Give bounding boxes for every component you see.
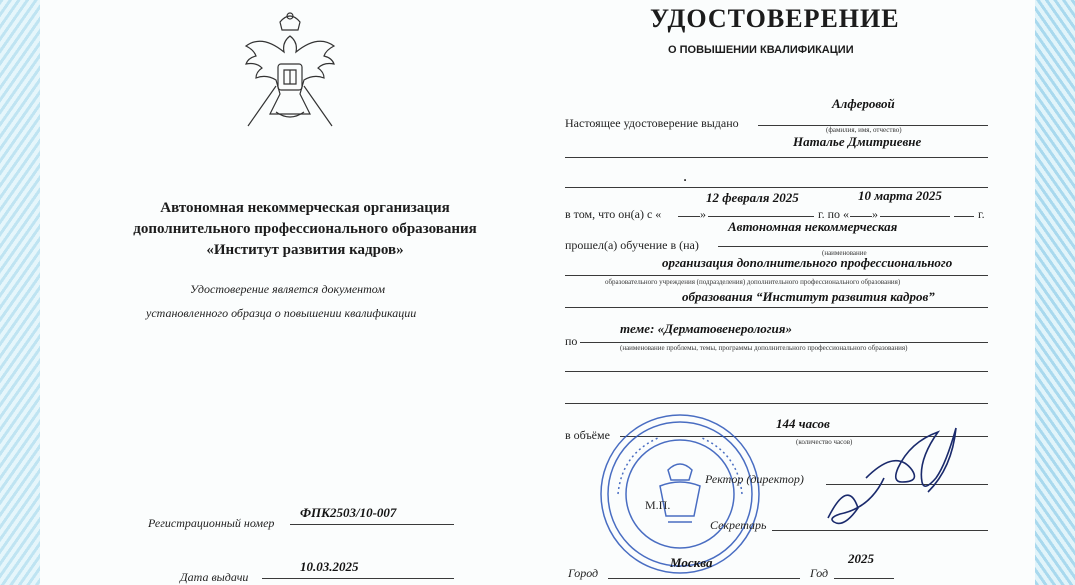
trained-label: прошел(а) обучение в (на) [565,238,699,252]
organization-name [100,198,510,261]
period-prefix: в том, что он(а) с « [565,207,662,221]
start-quote-close: » [700,207,706,221]
end-quote-close: » [872,207,878,221]
topic-extra-line-2 [565,403,988,404]
end-month-line [880,216,950,217]
organization-line-1: Автономная некоммерческая организация [160,200,450,216]
certificate-title: УДОСТОВЕРЕНИЕ [650,4,900,33]
secretary-signature [818,470,898,540]
city-label: Город [568,566,599,580]
year-line [834,578,894,579]
topic-extra-line-1 [565,371,988,372]
institution-hint-1: (наименование [822,249,867,257]
institution-hint-2: образовательного учреждения (подразделения) дополнительного профессионального образования) [605,278,901,286]
institution-line-3-rule [565,307,988,308]
registration-number-label: Регистрационный номер [148,516,275,530]
period-year-end: г. [978,207,985,221]
volume-label: в объёме [565,428,610,442]
hours-value: 144 часов [776,416,830,431]
topic-hint: (наименование проблемы, темы, программы дополнительного профессионального образования) [620,344,908,352]
registration-number-line [290,524,454,525]
organization-line-2: дополнительного профессионального образования [133,221,477,237]
name-hint: (фамилия, имя, отчество) [826,126,902,134]
institution-line-2-rule [565,275,988,276]
issue-date-value: 10.03.2025 [300,559,359,574]
start-month-line [708,216,814,217]
period-middle: г. по « [818,207,849,221]
rector-label: Ректор (директор) [705,472,804,486]
institution-line-1-rule [718,246,988,247]
issued-to-label: Настоящее удостоверение выдано [565,116,739,130]
year-label: Год [810,566,829,580]
end-day-line [850,216,872,217]
statement-line-1: Удостоверение является документом [190,282,385,296]
organization-line-3: «Институт развития кадров» [206,242,404,258]
statement-line-2: установленного образца о повышении квалификации [146,306,417,320]
hours-hint: (количество часов) [796,438,853,446]
start-day-line [678,216,700,217]
end-year-line [954,216,974,217]
city-value: Москва [670,555,713,570]
registration-number-value: ФПК2503/10-007 [300,505,397,520]
stamp-place-label: М.П. [645,498,671,512]
end-date-value: 10 марта 2025 [858,188,942,203]
city-line [608,578,800,579]
secretary-label: Секретарь [710,518,767,532]
official-stamp [598,412,762,576]
issue-date-label: Дата выдачи [180,570,249,584]
start-date-value: 12 февраля 2025 [706,190,799,205]
issue-date-line [262,578,454,579]
coat-of-arms-emblem [228,8,352,132]
topic-line [580,342,988,343]
first-names-line [565,157,988,158]
first-names-value: Наталье Дмитриевне [793,134,922,149]
institution-line-1: Автономная некоммерческая [728,219,898,234]
certificate-subtitle: О ПОВЫШЕНИИ КВАЛИФИКАЦИИ [668,44,854,56]
surname-value: Алферовой [832,96,895,111]
topic-value: теме: «Дерматовенерология» [620,321,792,336]
dot-mark: . [684,170,687,184]
topic-label: по [565,334,578,348]
institution-line-2: организация дополнительного профессионального [662,255,953,270]
institution-line-3: образования “Институт развития кадров” [682,289,935,304]
year-value: 2025 [848,551,874,566]
